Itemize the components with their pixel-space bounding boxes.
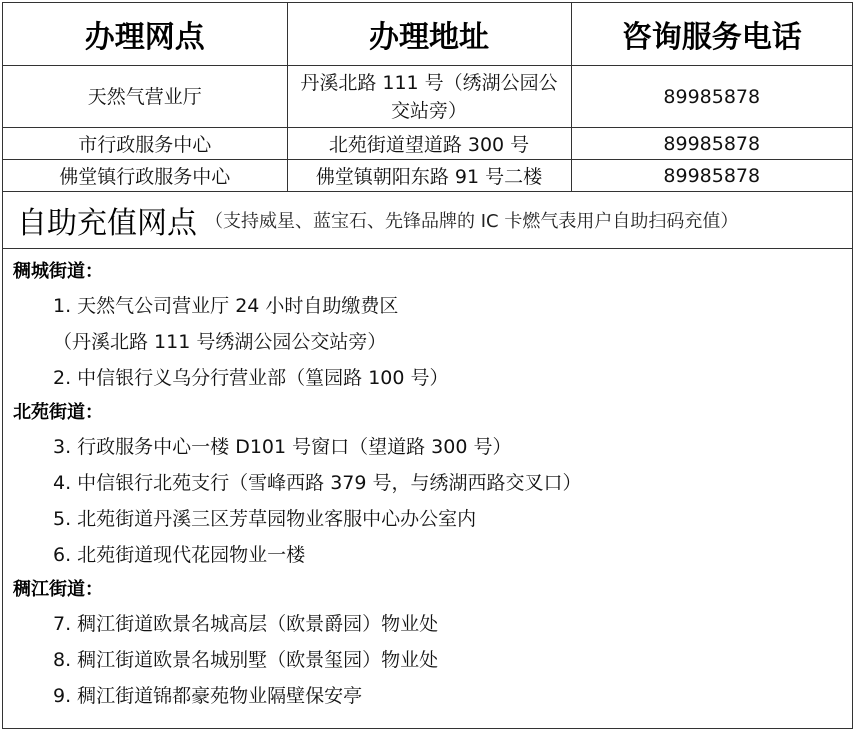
office-address: 丹溪北路 111 号（绣湖公园公交站旁） (287, 66, 571, 128)
service-office-table (3, 3, 852, 192)
list-item: 4. 中信银行北苑支行（雪峰西路 379 号，与绣湖西路交叉口） (53, 472, 582, 494)
header-phone: 咨询服务电话 (571, 3, 852, 66)
district-beiyuan: 北苑街道： (13, 402, 103, 423)
office-address: 北苑街道望道路 300 号 (287, 128, 571, 160)
list-item: 3. 行政服务中心一楼 D101 号窗口（望道路 300 号） (53, 436, 512, 458)
table-row (3, 128, 852, 160)
office-name: 市行政服务中心 (3, 128, 287, 160)
self-service-list (3, 249, 852, 714)
self-service-header (3, 192, 852, 249)
office-phone: 89985878 (571, 128, 852, 160)
list-item: 9. 稠江街道锦都豪苑物业隔壁保安亭 (53, 685, 363, 707)
table-row (3, 66, 852, 128)
office-phone: 89985878 (571, 66, 852, 128)
district-chengcheng: 稠城街道： (13, 261, 103, 282)
district-choujiang: 稠江街道： (13, 579, 103, 600)
table-header-row (3, 3, 852, 66)
header-office: 办理网点 (3, 3, 287, 66)
list-item: 6. 北苑街道现代花园物业一楼 (53, 544, 306, 566)
self-service-title: 自助充值网点 (17, 206, 197, 241)
list-item: 8. 稠江街道欧景名城别墅（欧景玺园）物业处 (53, 649, 439, 671)
office-phone: 89985878 (571, 160, 852, 192)
list-item: （丹溪北路 111 号绣湖公园公交站旁） (53, 331, 387, 353)
list-item: 5. 北苑街道丹溪三区芳草园物业客服中心办公室内 (53, 508, 477, 530)
office-address: 佛堂镇朝阳东路 91 号二楼 (287, 160, 571, 192)
gas-service-document (2, 2, 853, 729)
office-name: 佛堂镇行政服务中心 (3, 160, 287, 192)
self-service-note: （支持威星、蓝宝石、先锋品牌的 IC 卡燃气表用户自助扫码充值） (205, 211, 739, 232)
header-address: 办理地址 (287, 3, 571, 66)
table-row (3, 160, 852, 192)
list-item: 2. 中信银行义乌分行营业部（篁园路 100 号） (53, 367, 449, 389)
list-item: 7. 稠江街道欧景名城高层（欧景爵园）物业处 (53, 613, 439, 635)
list-item: 1. 天然气公司营业厅 24 小时自助缴费区 (53, 295, 399, 317)
office-name: 天然气营业厅 (3, 66, 287, 128)
